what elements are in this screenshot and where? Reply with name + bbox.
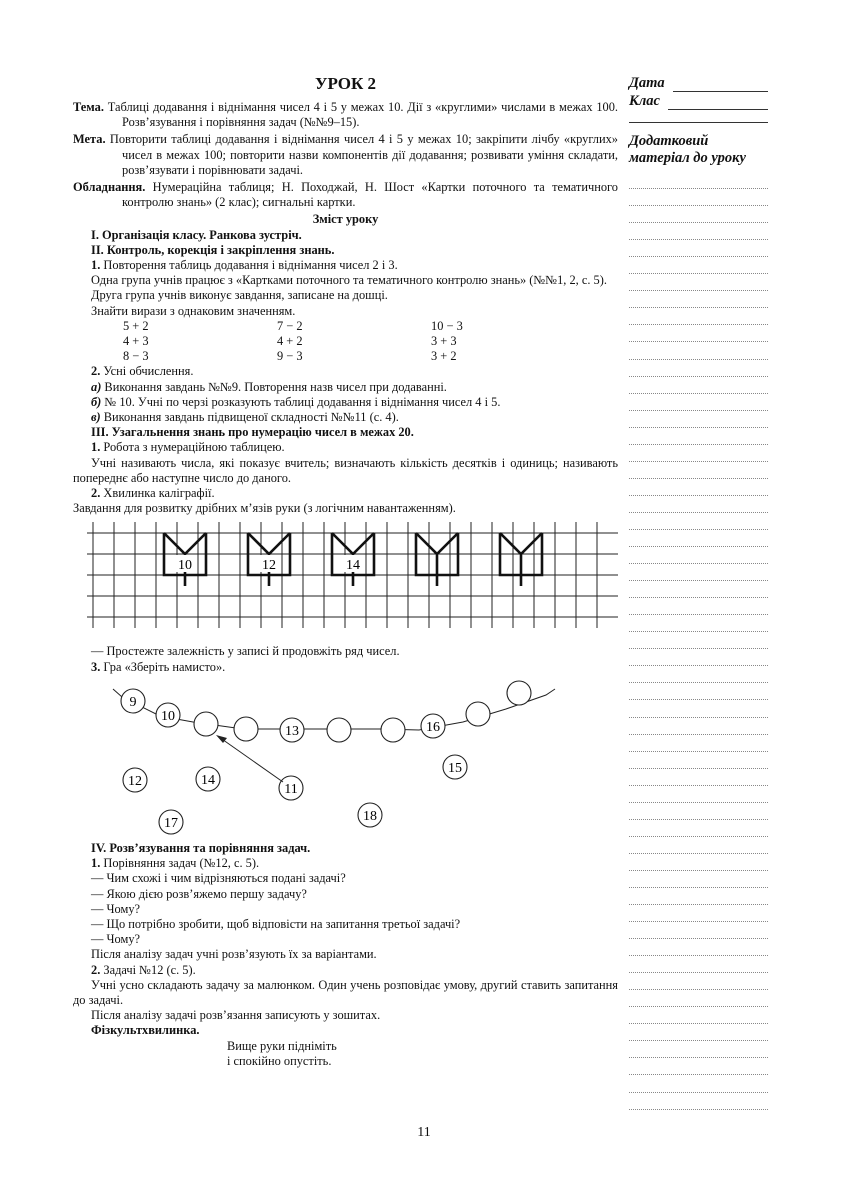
item-3-1 (73, 440, 618, 455)
item-number: 2. (91, 364, 101, 379)
goal-label: Мета. (73, 132, 106, 147)
expression: 7 − 2 (277, 318, 303, 333)
paragraph: Знайти вирази з однаковим значенням. (91, 303, 296, 318)
poem-line: Вище руки підніміть (227, 1038, 337, 1053)
item-text: Робота з нумераційною таблицею. (100, 440, 285, 455)
lesson-content (73, 74, 618, 1069)
goal-text: Повторити таблиці додавання і віднімання чисел 4 і 5 у межах 10; закріпити лічбу «круглих» чисел в межах 100; повторити назви компонентів дії додавання; розвивати уміння складати, розв’язувати і порівнювати задачі. (105, 132, 618, 177)
item-number: 1. (91, 856, 101, 871)
expression: 10 − 3 (431, 318, 463, 333)
paragraph: Друга група учнів виконує завдання, записане на дошці. (91, 288, 388, 303)
grid-number: 14 (346, 558, 360, 574)
loose-bead-number: 15 (448, 760, 462, 776)
paragraph: Завдання для розвитку дрібних м’язів руки (з логічним навантаженням). (73, 501, 456, 516)
paragraph: Одна група учнів працює з «Картками поточного та тематичного контролю знань» (№№1, 2, с. 5). (91, 273, 607, 288)
expressions-grid (73, 319, 618, 365)
sidebar-divider (629, 110, 768, 123)
date-line (673, 78, 768, 92)
expression: 3 + 3 (431, 334, 457, 349)
expression: 9 − 3 (277, 349, 303, 364)
item-2-1 (73, 258, 618, 273)
notes-lines (629, 172, 768, 1110)
item-text: Повторення таблиць додавання і віднімання чисел 2 і 3. (100, 258, 398, 273)
item-letter: б) (91, 394, 102, 409)
item-2-2-a (73, 380, 618, 395)
class-label: Клас (629, 93, 660, 109)
item-text: Порівняння задач (№12, с. 5). (100, 856, 260, 871)
topic-text: Таблиці додавання і віднімання чисел 4 і 5 у межах 10. Дії з «круглими» числами в межах 100. Розв’язування і порівняння задач (№№9–15). (103, 100, 618, 130)
item-text: Усні обчислення. (100, 364, 194, 379)
class-row (629, 92, 768, 110)
paragraph: — Простежте залежність у записі й продовжіть ряд чисел. (91, 644, 400, 659)
item-text: Виконання завдань №№9. Повторення назв чисел при додаванні. (101, 379, 447, 394)
item-text: № 10. Учні по черзі розказують таблиці додавання і віднімання чисел 4 і 5. (101, 394, 501, 409)
calligraphy-grid (73, 522, 618, 630)
goal-paragraph (73, 132, 618, 178)
item-letter: а) (91, 379, 102, 394)
arrow-line (219, 737, 283, 782)
paragraph: Учні усно складають задачу за малюнком. Один учень розповідає умову, другий ставить запитання до задачі. (73, 977, 618, 1007)
date-label: Дата (629, 75, 665, 91)
item-4-2 (73, 963, 618, 978)
item-3-2 (73, 486, 618, 501)
item-4-1 (73, 856, 618, 871)
grid-number: 12 (262, 558, 276, 574)
item-text: Задачі №12 (с. 5). (100, 962, 196, 977)
page-number: 11 (417, 1125, 431, 1140)
item-text: Виконання завдань підвищеної складності №№11 (с. 4). (100, 410, 399, 425)
necklace-beads (121, 681, 531, 834)
bead-number: 13 (285, 723, 299, 739)
grid-number: 10 (178, 558, 192, 574)
equipment-label: Обладнання. (73, 180, 146, 195)
item-number: 3. (91, 659, 101, 674)
question: — Чому? (91, 901, 141, 916)
question: — Чим схожі і чим відрізняються подані задачі? (91, 871, 346, 886)
section-1-heading: I. Організація класу. Ранкова зустріч. (91, 227, 302, 242)
poem-line: і спокійно опустіть. (227, 1053, 332, 1068)
bead-number: 10 (161, 708, 175, 724)
expression: 4 + 2 (277, 334, 303, 349)
paragraph: Після аналізу задач учні розв’язують їх за варіантами. (91, 947, 377, 962)
item-3-3 (73, 660, 618, 675)
section-3-heading: III. Узагальнення знань про нумерацію чисел в межах 20. (91, 425, 414, 440)
expression: 8 − 3 (123, 349, 149, 364)
item-number: 2. (91, 962, 101, 977)
loose-bead-number: 14 (201, 772, 215, 788)
item-2-2-b (73, 395, 618, 410)
sidebar (629, 74, 768, 167)
bead-number: 9 (129, 694, 137, 710)
question: — Якою дією розв’яжемо першу задачу? (91, 886, 307, 901)
item-number: 1. (91, 258, 101, 273)
item-number: 1. (91, 440, 101, 455)
date-row (629, 74, 768, 92)
paragraph: Учні називають числа, які показує вчитель; визначають кількість десятків і одиниць; називають попереднє або наступне число до даного. (73, 455, 618, 485)
item-letter: в) (91, 410, 101, 425)
content-heading: Зміст уроку (312, 212, 379, 227)
item-2-2-c (73, 410, 618, 425)
extra-material-label: Додатковий матеріал до уроку (629, 133, 746, 166)
loose-bead-number: 17 (164, 815, 178, 831)
item-number: 2. (91, 486, 101, 501)
class-line (668, 96, 768, 110)
equipment-text: Нумераційна таблиця; Н. Походжай, Н. Шост «Картки поточного та тематичного контролю знань» (2 клас); сигнальні картки. (122, 180, 618, 210)
section-2-heading: II. Контроль, корекція і закріплення знань. (91, 242, 335, 257)
expression: 3 + 2 (431, 349, 457, 364)
equipment-paragraph (73, 180, 618, 210)
topic-label: Тема. (73, 100, 104, 114)
loose-bead-number: 18 (363, 808, 377, 824)
question: — Що потрібно зробити, щоб відповісти на запитання третьої задачі? (91, 916, 461, 931)
item-text: Хвилинка каліграфії. (100, 486, 215, 501)
question: — Чому? (91, 932, 141, 947)
section-4-heading: IV. Розв’язування та порівняння задач. (91, 840, 311, 855)
expression: 5 + 2 (123, 318, 149, 333)
bead-number: 16 (426, 719, 440, 735)
item-text: Гра «Зберіть намисто». (100, 659, 226, 674)
item-2-2 (73, 364, 618, 379)
loose-bead-number: 11 (284, 781, 298, 797)
necklace-diagram (73, 675, 618, 835)
topic-paragraph (73, 100, 618, 130)
physical-exercise-heading: Фізкультхвилинка. (91, 1023, 200, 1038)
expression: 4 + 3 (123, 334, 149, 349)
paragraph: Після аналізу задачі розв’язання записують у зошитах. (91, 1008, 381, 1023)
loose-bead-number: 12 (128, 773, 142, 789)
lesson-title: УРОК 2 (314, 74, 377, 93)
